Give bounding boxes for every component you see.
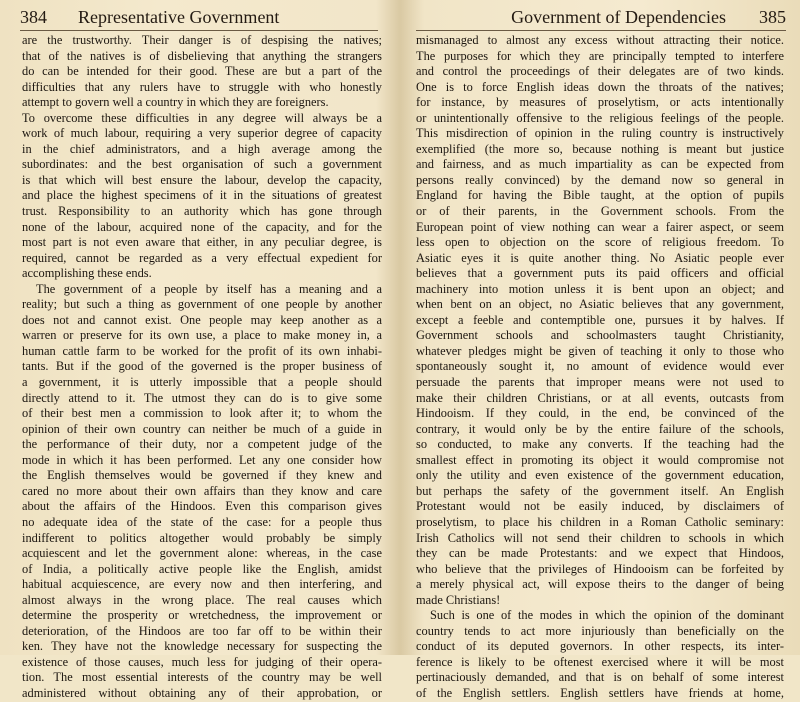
text-line: except a feeble and contemptible one, pursues it by halves. If [416,312,784,327]
text-line: cared no more about their own affairs than they know and care [22,483,382,498]
text-line: does not and cannot exist. One people may keep another as a [22,312,382,327]
text-line: mismanaged to almost any excess without attracting their notice. [416,33,784,47]
text-line: This misdirection of opinion in the ruling country is instructively [416,126,784,141]
text-line: accomplishing these ends. [22,266,152,281]
text-line: whatever pledges might be given of teaching it only to those who [416,343,784,358]
text-line: of their best men a commission to look after it; to whom the [22,406,382,421]
text-line: tion. The most essential interests of the country may be well [22,670,382,685]
text-line: and fairness, and as much impartiality as can be expected from [416,157,784,172]
text-line: smallest effect in promoting its object it would compromise not [416,452,784,467]
left-header-rule [20,30,378,31]
text-line: difficulties that any rulers have to struggle with who honestly [22,79,382,94]
text-line: machinery into motion unless it is bent upon an object; and [416,281,784,296]
text-line: The government of a people by itself has a meaning and a [36,281,382,296]
text-line: they can be made Protestants: and we expect that Hindoos, [416,546,784,561]
text-line: country tends to act more injuriously than beneficially on the [416,623,784,638]
left-page-header [20,6,380,28]
left-page-body [22,33,382,702]
text-line: that of the natives is of disbelieving that anything the strangers [22,48,382,63]
text-line: and control the proceedings of their delegates are of two kinds. [416,64,784,79]
text-line: administered without obtaining any of their approbation, or [22,685,382,700]
text-line: proselytism, to place his children in a Roman Catholic seminary: [416,514,784,529]
text-line: pertinaciously demanded, and that is on behalf of some interest [416,670,784,685]
text-line: believes that a government puts its paid officers and official [416,266,784,281]
text-line: existence of those causes, much less for judging of their opera- [22,654,382,669]
left-page-number: 384 [20,7,47,27]
text-line: One is to force English ideas down the throats of the natives; [416,79,784,94]
text-line: The purposes for which they are principally tempted to interfere [416,48,784,63]
text-line: spontaneously sought it, no amount of evidence would ever [416,359,784,374]
right-running-head: Government of Dependencies [511,7,726,27]
text-line: the performance of their duty, nor a competent judge of the [22,437,382,452]
text-line: Government schools and schoolmasters taught Christianity, [416,328,784,343]
text-line: persuade the parents that improper means were not used to [416,375,784,390]
text-line: make their children Christians, or at all events, outcasts from [416,390,784,405]
text-line: but perhaps the safety of the government itself. An English [416,483,784,498]
text-line: To overcome these difficulties in any degree will always be a [22,110,382,125]
text-line: who believe that the privileges of Hindooism can be forfeited by [416,561,784,576]
text-line: in the chief administrators, and a high average among the [22,141,382,156]
text-line: human cattle farm to be worked for the profit of its own inhabi- [22,343,382,358]
text-line: ken. They have not the knowledge necessary for suspecting the [22,639,382,654]
text-line: persons really convinced) by the demand now so general in [416,172,784,187]
text-line: are the trustworthy. Their danger is of despising the natives; [22,33,382,47]
text-line: most part is not even aware that either, in any peculiar degree, is [22,235,382,250]
text-line: and place the highest specimens of it in the situations of greatest [22,188,382,203]
text-line: of the English settlers. English settlers have friends at home, [416,685,784,700]
text-line: required, cannot be regarded as a very effectual expedient for [22,250,382,265]
text-line: is that which will best ensure the labour, develop the capacity, [22,172,382,187]
text-line: England for having the Bible taught, at the option of pupils [416,188,784,203]
text-line: indifferent to politics altogether would probably be simply [22,530,382,545]
text-line: reality; but such a thing as government of one people by another [22,297,382,312]
text-line: deterioration, of the Hindoos are too far off to be within their [22,623,382,638]
text-line: about the affairs of the Hindoos. Even this comparison gives [22,499,382,514]
right-header-rule [416,30,786,31]
text-line: when bent on an object, no Asiatic believes that any government, [416,297,784,312]
text-line: contrary, it would only be by the entire failure of the schools, [416,421,784,436]
left-page [0,0,400,700]
text-line: opinion of their own country can neither be much of a guide in [22,421,382,436]
text-line: work of much labour, requiring a very superior degree of capacity [22,126,382,141]
text-line: for instance, by measures of proselytism, or acts intentionally [416,95,784,110]
text-line: mode in which it has been performed. Let any one consider how [22,452,382,467]
text-line: ference is likely to be oftenest exercised where it will be most [416,654,784,669]
text-line: so conducted, to make any converts. If the teaching had the [416,437,784,452]
right-page-header [416,6,786,28]
text-line: determine the prosperity or wretchedness, the improvement or [22,608,382,623]
text-line: Protestant would not be easily induced, by disclaimers of [416,499,784,514]
text-line: acquiescent and let the government alone: whereas, in the case [22,546,382,561]
left-running-head: Representative Government [78,7,280,27]
text-line: conduct of its deputed governors. In other respects, its inter- [416,639,784,654]
text-line: do can be intended for their good. These are but a part of the [22,64,382,79]
text-line: the English themselves would be governed if they knew and [22,468,382,483]
right-page-number: 385 [759,7,786,27]
text-line: Asiatic eyes it is quite another thing. No Asiatic people ever [416,250,784,265]
text-line: of India, a politically active people like the English, amidst [22,561,382,576]
text-line: a merely physical act, will expose theirs to the danger of being [416,577,784,592]
right-page-body [416,33,784,702]
text-line: less open to objection on the score of religious freedom. To [416,235,784,250]
text-line: directly attend to it. The utmost they can do is to give some [22,390,382,405]
text-line: none of the labour, acquired none of the capacity, and for the [22,219,382,234]
text-line: exemplified (the more so, because nothing is meant but justice [416,141,784,156]
text-line: a government, it is utterly impossible that a people should [22,375,382,390]
right-page [400,0,800,700]
text-line: Irish Catholics will not send their children to schools in which [416,530,784,545]
text-line: or of their parents, in the Government schools. From the [416,204,784,219]
text-line: made Christians! [416,592,501,607]
text-line: subordinates: and the best organisation of such a government [22,157,382,172]
text-line: trust. Responsibility to an authority which has gone through [22,204,382,219]
text-line: tants. But if the good of the governed is the proper business of [22,359,382,374]
text-line: almost always in the wrong place. The real causes which [22,592,382,607]
text-line: attempt to govern well a country in which they are foreigners. [22,95,329,110]
text-line: Such is one of the modes in which the opinion of the dominant [430,608,784,623]
text-line: European point of view nothing can wear a fairer aspect, or seem [416,219,784,234]
text-line: Hindooism. If they could, in the end, be convinced of the [416,406,784,421]
text-line: no adequate idea of the state of the case: for a people thus [22,514,382,529]
text-line: habitual acquiescence, are every now and then interfering, and [22,577,382,592]
text-line: only the utility and even existence of the government education, [416,468,784,483]
text-line: warren or preserve for its own use, a place to make money in, a [22,328,382,343]
text-line: or unintentionally offensive to the religious feelings of the people. [416,110,784,125]
